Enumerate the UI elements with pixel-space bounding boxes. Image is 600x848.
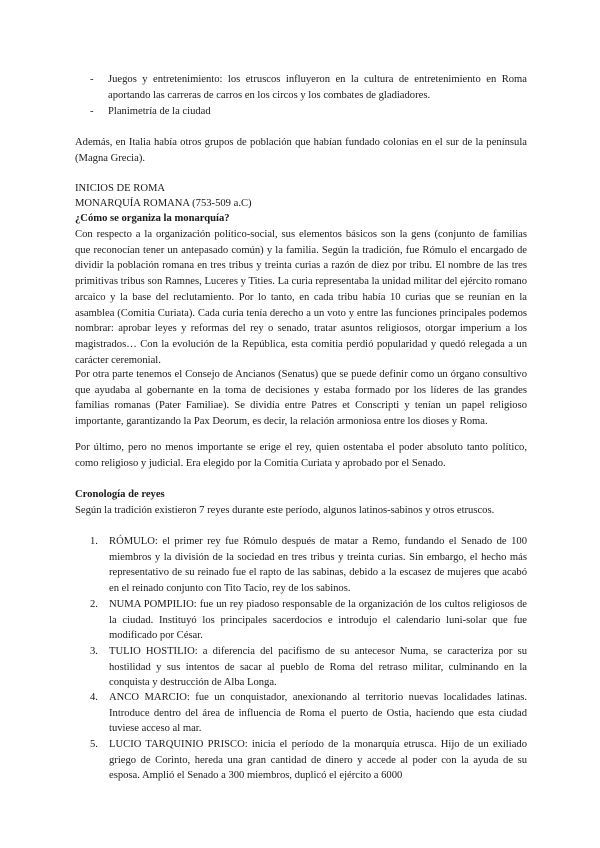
bullet-text: Juegos y entretenimiento: los etruscos influyeron en la cultura de entretenimiento en Roma aportando las carreras de carros en los circos y los combates de gladiadores. [108, 74, 527, 101]
paragraph-senate: Por otra parte tenemos el Consejo de Ancianos (Senatus) que se puede definir como un órgano consultivo que ayudaba al gobernante en la toma de decisiones y estaba formado por los líderes de las grandes familias romanas (Pater Familiae). Se dividía entre Patres et Conscripti y tenían un papel religioso importante, garantizando la Pax Deorum, es decir, la relación armoniosa entre los dioses y Roma. [75, 369, 527, 428]
list-number: 4. [90, 692, 98, 703]
paragraph-organization: Con respecto a la organización político-social, sus elementos básicos son la gens (conjunto de familias que reconocían tener un antepasado común) y la familia. Según la tradición, fue Rómulo el encargado de dividir la población romana en tres tribus y treinta curias a razón de diez por tribu. El nombre de las tres primitivas tribus son Ramnes, Luceres y Tities. La curia representaba la unidad militar del ejército romano arcaico y la base del reclutamiento. Por lo tanto, en cada tribu había 10 curias que se reunían en la asamblea (Comitia Curiata). Cada curia tenía derecho a un voto y entre las funciones principales podemos nombrar: aprobar leyes y reformas del rey o senado, tratar asuntos religiosos, otorgar imperium a los magistrados… Con la evolución de la República, esta comitia perdió popularidad y quedó relegada a un carácter ceremonial. [75, 229, 527, 366]
list-item [90, 690, 527, 737]
list-item [90, 534, 527, 597]
bullet-text: Planimetría de la ciudad [108, 106, 211, 117]
list-text: RÓMULO: el primer rey fue Rómulo después de matar a Remo, fundando el Senado de 100 miembros y la división de la sociedad en tres tribus y treinta curias. Sin embargo, el hecho más representativo de su reinado fue el rapto de las sabinas, debido a la escasez de mujeres que acabó en el reinado conjunto con Tito Tacio, rey de los sabinos. [109, 536, 527, 595]
bullet-dash: - [90, 106, 94, 117]
list-item [90, 597, 527, 644]
paragraph-king: Por último, pero no menos importante se erige el rey, quien ostentaba el poder absoluto tanto político, como religioso y judicial. Era elegido por la Comitia Curiata y aprobado por el Senado. [75, 442, 527, 469]
chronology-title: Cronología de reyes [75, 489, 165, 500]
bullet-item [90, 104, 527, 120]
chronology-intro: Según la tradición existieron 7 reyes durante este período, algunos latinos-sabinos y otros etruscos. [75, 505, 495, 516]
list-number: 5. [90, 739, 98, 750]
section-question: ¿Cómo se organiza la monarquía? [75, 213, 230, 224]
list-item [90, 644, 527, 691]
list-number: 2. [90, 599, 98, 610]
bullet-item [90, 72, 527, 103]
list-text: LUCIO TARQUINIO PRISCO: inicia el período de la monarquía etrusca. Hijo de un exiliado griego de Corinto, hereda una gran cantidad de dinero y accede al poder con la ayuda de su esposa. Amplió el Senado a 300 miembros, duplicó el ejército a 6000 [109, 739, 527, 782]
section-title: INICIOS DE ROMA [75, 183, 166, 194]
bullet-dash: - [90, 74, 94, 85]
list-number: 1. [90, 536, 98, 547]
list-text: TULIO HOSTILIO: a diferencia del pacifismo de su antecesor Numa, se caracteriza por su hostilidad y sus intentos de sacar al pueblo de Roma del retraso militar, culminando en la conquista y destrucción de Alba Longa. [109, 646, 527, 689]
intro-paragraph: Además, en Italia había otros grupos de población que habían fundado colonias en el sur de la península (Magna Grecia). [75, 137, 527, 164]
list-item [90, 737, 527, 784]
list-text: NUMA POMPILIO: fue un rey piadoso responsable de la organización de los cultos religiosos de la ciudad. Instituyó los principales sacerdocios e introdujo el calendario luni-solar que fue modificado por César. [109, 599, 527, 642]
list-number: 3. [90, 646, 98, 657]
list-text: ANCO MARCIO: fue un conquistador, anexionando al territorio nuevas localidades latinas. Introduce dentro del área de influencia de Roma el puerto de Ostia, haciendo que esta ciudad tuviese acceso al mar. [109, 692, 527, 735]
section-subtitle: MONARQUÍA ROMANA (753-509 a.C) [75, 198, 252, 209]
